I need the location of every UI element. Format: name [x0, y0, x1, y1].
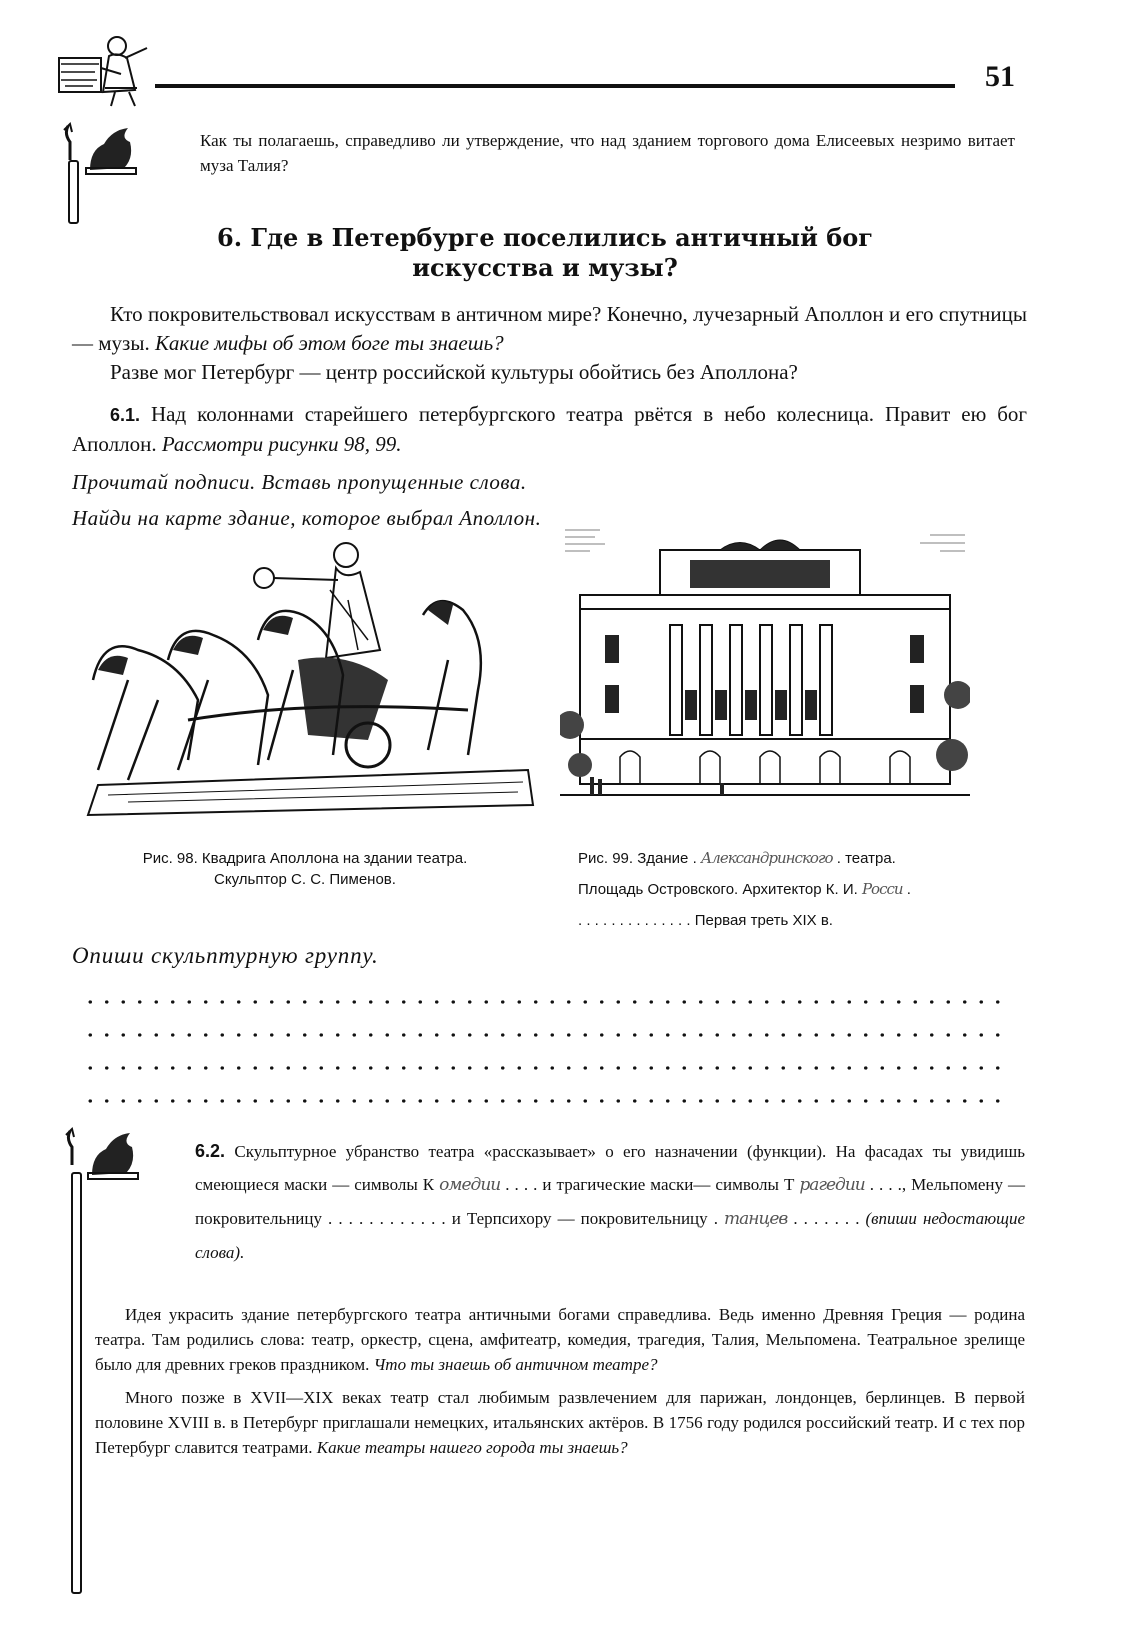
task-6-2-part3: , Мельпомену — покровительницу . . . . . . . . . . . . и Терпсихору — покровительницу	[195, 1175, 1026, 1228]
figure-99-caption-architect: Площадь Островского. Архитектор К. И.	[578, 881, 858, 898]
section-title-line2: искусства и музы?	[412, 253, 678, 282]
griffin-question-icon	[60, 120, 140, 180]
closing-p1-question: Что ты знаешь об античном театре?	[373, 1355, 658, 1374]
question-1-text: Как ты полагаешь, справедливо ли утверждение, что над зданием торгового дома Елисеевых незримо витает муза Талия?	[200, 131, 1015, 175]
read-instruction: Прочитай подписи. Вставь пропущенные слова.	[72, 470, 527, 494]
section-title-line1: 6. Где в Петербурге поселились античный бог	[217, 223, 873, 252]
intro-paragraph-2: Разве мог Петербург — центр российской культуры обойтись без Аполлона?	[110, 360, 798, 384]
section-title	[195, 223, 895, 283]
fill-in-tragedy[interactable]: рагедии	[799, 1175, 865, 1195]
figure-99-caption-suffix: театра.	[845, 850, 896, 867]
answer-line[interactable]	[82, 1099, 1002, 1103]
closing-text	[95, 1302, 1025, 1468]
intro	[72, 300, 1027, 387]
closing-paragraph-2	[95, 1385, 1025, 1460]
task-6-1-text: Над колоннами старейшего петербургского театра рвётся в небо колесница. Правит ею бог Аполлон.	[72, 402, 1028, 456]
fill-in-dance[interactable]: танцев	[724, 1209, 788, 1229]
figure-98-caption-line1: Рис. 98. Квадрига Аполлона на здании театра.	[142, 850, 468, 867]
margin-bar	[71, 1172, 82, 1594]
figure-99-handwritten-theatre: Александринского	[700, 849, 833, 867]
task-6-1-instruction: Рассмотри рисунки 98, 99.	[161, 432, 402, 456]
alexandrinsky-theatre-illustration	[560, 525, 970, 815]
task-6-2-part1: Скульптурное убранство театра «рассказывает» о его назначении (функции). На фасадах ты увидишь смеющиеся маски — символы К	[195, 1142, 1025, 1194]
answer-line[interactable]	[82, 1033, 1002, 1037]
describe-instruction: Опиши скульптурную группу.	[72, 943, 379, 968]
figure-99-caption-line1: Рис. 99. Здание . Александринского . театра.	[578, 849, 896, 867]
closing-p2-question: Какие театры нашего города ты знаешь?	[316, 1438, 628, 1457]
intro-p1-question: Какие мифы об этом боге ты знаешь?	[154, 331, 504, 355]
closing-p1-text: Идея украсить здание петербургского театра античными богами справедлива. Ведь именно Древняя Греция — родина театра. Там родились слова: театр, оркестр, сцена, амфитеатр, комедия, трагедия, Талия, Мельпомена. Театральное зрелище было для древних греков праздником.	[95, 1305, 1025, 1374]
task-6-2: 6.2. Скульптурное убранство театра «рассказывает» о его назначении (функции). На фасадах ты увидишь смеющиеся маски — символы К омедии . . . . и трагические маски— символы Т рагедии . . . ., Мельпомену — покровительницу . . . . . . . . . . . . и Терпсихору — покровительницу . танцев . . . . . . . (впиши недостающие слова).	[195, 1141, 1026, 1262]
figure-98-caption	[80, 848, 530, 890]
task-6-2-part4: (впиши недостающие слова).	[195, 1209, 1025, 1262]
top-rule	[155, 84, 955, 88]
apollo-quadriga-illustration	[68, 530, 543, 820]
fill-in-comedy[interactable]: омедии	[439, 1175, 501, 1195]
figure-99-caption-line2: Площадь Островского. Архитектор К. И. Росси .	[578, 880, 911, 898]
task-6-2-number: 6.2.	[195, 1141, 226, 1161]
find-instruction: Найди на карте здание, которое выбрал Аполлон.	[72, 506, 542, 530]
figure-99-handwritten-architect: Росси	[861, 880, 903, 898]
task-6-1	[72, 400, 1027, 459]
task-6-1-number: 6.1.	[110, 405, 141, 425]
answer-line[interactable]	[82, 1000, 1002, 1004]
figure-99-caption-line3: . . . . . . . . . . . . . . Первая треть XIX в.	[578, 912, 833, 929]
scribe-with-map-icon	[55, 28, 155, 108]
figure-98-caption-line2: Скульптор С. С. Пименов.	[214, 871, 396, 888]
task-6-2-part2: и трагические маски— символы Т	[542, 1175, 795, 1194]
question-1	[200, 128, 1015, 178]
figure-99-caption-prefix: Рис. 99. Здание	[578, 850, 689, 867]
closing-p2-text: Много позже в XVII—XIX веках театр стал любимым развлечением для парижан, лондонцев, берлинцев. В первой половине XVIII в. в Петербург приглашали немецких, итальянских актёров. В 1756 году родился российский театр. И с тех пор Петербург славится театрами.	[95, 1388, 1025, 1457]
answer-line[interactable]	[82, 1066, 1002, 1070]
intro-paragraph-1	[72, 300, 1027, 358]
intro-p1-text: Кто покровительствовал искусствам в античном мире? Конечно, лучезарный Аполлон и его спутницы — музы.	[72, 302, 1027, 355]
page-number: 51	[985, 60, 1015, 93]
closing-paragraph-1	[95, 1302, 1025, 1377]
